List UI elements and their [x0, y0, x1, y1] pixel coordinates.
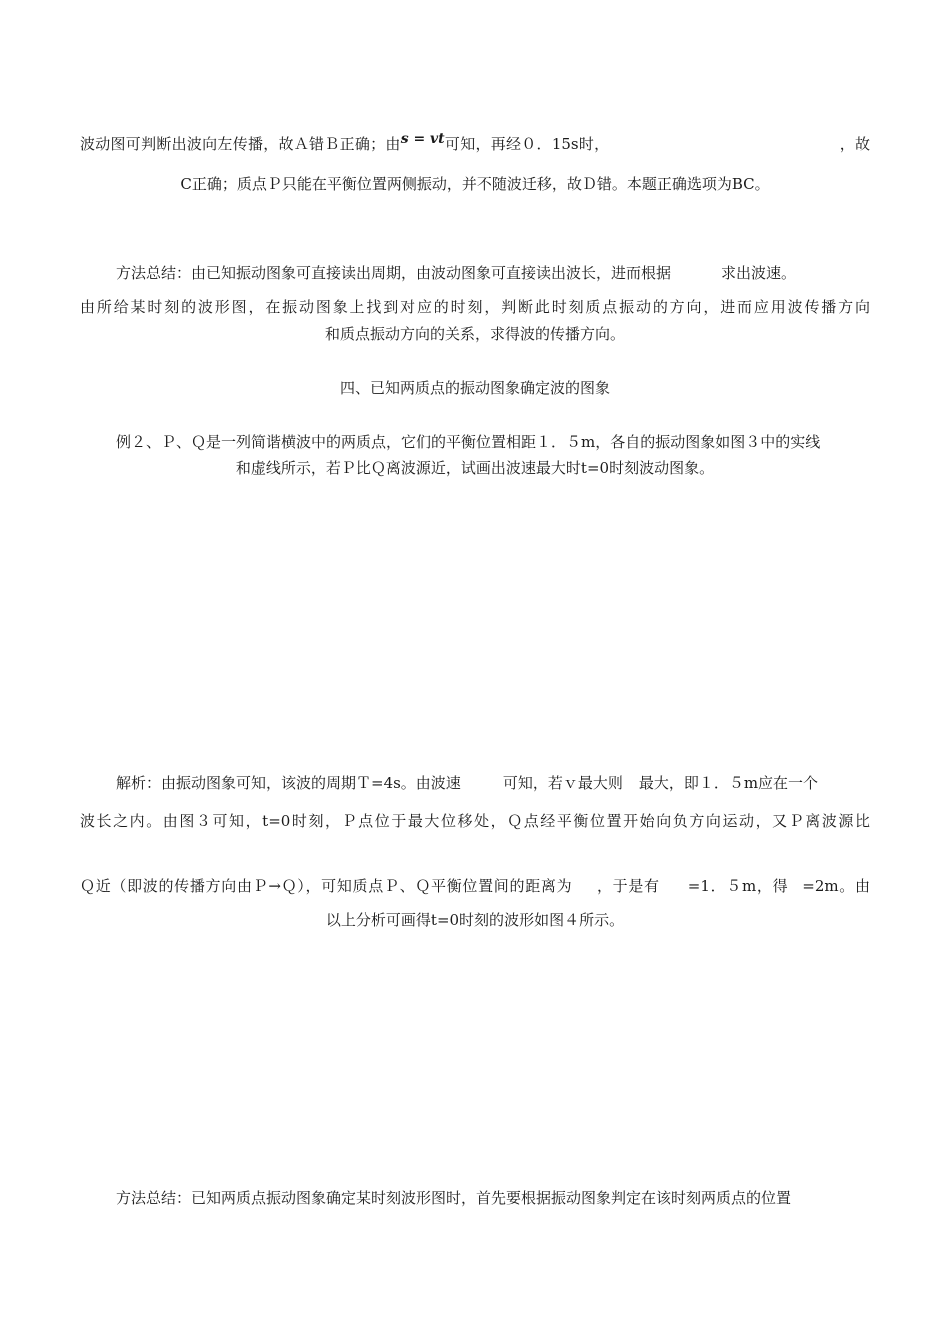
paragraph-4-line-2: 波长之内。由图３可知，t=0时刻，Ｐ点位于最大位移处，Ｑ点经平衡位置开始向负方向运动，又Ｐ离波源比 [80, 812, 870, 830]
text-segment: =2m。由 [802, 877, 870, 895]
paragraph-2-line-3: 和质点振动方向的关系，求得波的传播方向。 [324, 325, 625, 343]
paragraph-4-line-4: 以上分析可画得t=0时刻的波形如图４所示。 [325, 911, 625, 929]
text-segment: ，故 [839, 135, 870, 153]
paragraph-4-line-3 [80, 875, 870, 897]
text-segment: 方法总结：由已知振动图象可直接读出周期，由波动图象可直接读出波长，进而根据 [116, 264, 672, 282]
paragraph-2-line-2: 由所给某时刻的波形图，在振动图象上找到对应的时刻，判断此时刻质点振动的方向，进而应用波传播方向 [80, 298, 870, 316]
text-segment: ，于是有 [596, 877, 660, 895]
paragraph-4-line-1 [116, 772, 870, 794]
text-segment: 求出波速。 [721, 264, 797, 282]
text-segment: 可知，再经０．15s时， [444, 135, 610, 153]
text-segment: 波动图可判断出波向左传播，故Ａ错Ｂ正确；由 [80, 135, 401, 153]
text-segment: 可知，若ｖ最大则 [502, 774, 623, 792]
paragraph-1-line-2: C正确；质点Ｐ只能在平衡位置两侧振动，并不随波迁移，故Ｄ错。本题正确选项为BC。 [180, 175, 770, 193]
paragraph-3-line-1: 例２、Ｐ、Ｑ是一列简谐横波中的两质点，它们的平衡位置相距１．５m，各自的振动图象如图３中的实线 [116, 433, 821, 451]
text-segment: 解析：由振动图象可知，该波的周期Ｔ=4s。由波速 [116, 774, 461, 792]
text-segment: Ｑ近（即波的传播方向由Ｐ→Ｑ），可知质点Ｐ、Ｑ平衡位置间的距离为 [80, 877, 573, 895]
formula-s-equals-vt: s = vt [400, 131, 445, 147]
text-segment: 最大，即１．５m应在一个 [638, 774, 819, 792]
text-segment: =1．５m，得 [687, 877, 789, 895]
paragraph-1-line-1 [80, 133, 870, 156]
paragraph-3-line-2: 和虚线所示，若Ｐ比Ｑ离波源近，试画出波速最大时t=0时刻波动图象。 [235, 459, 715, 477]
paragraph-2-line-1 [116, 262, 870, 284]
paragraph-5-line-1: 方法总结：已知两质点振动图象确定某时刻波形图时，首先要根据振动图象判定在该时刻两质点的位置 [116, 1189, 792, 1207]
section-heading: 四、已知两质点的振动图象确定波的图象 [339, 379, 610, 397]
